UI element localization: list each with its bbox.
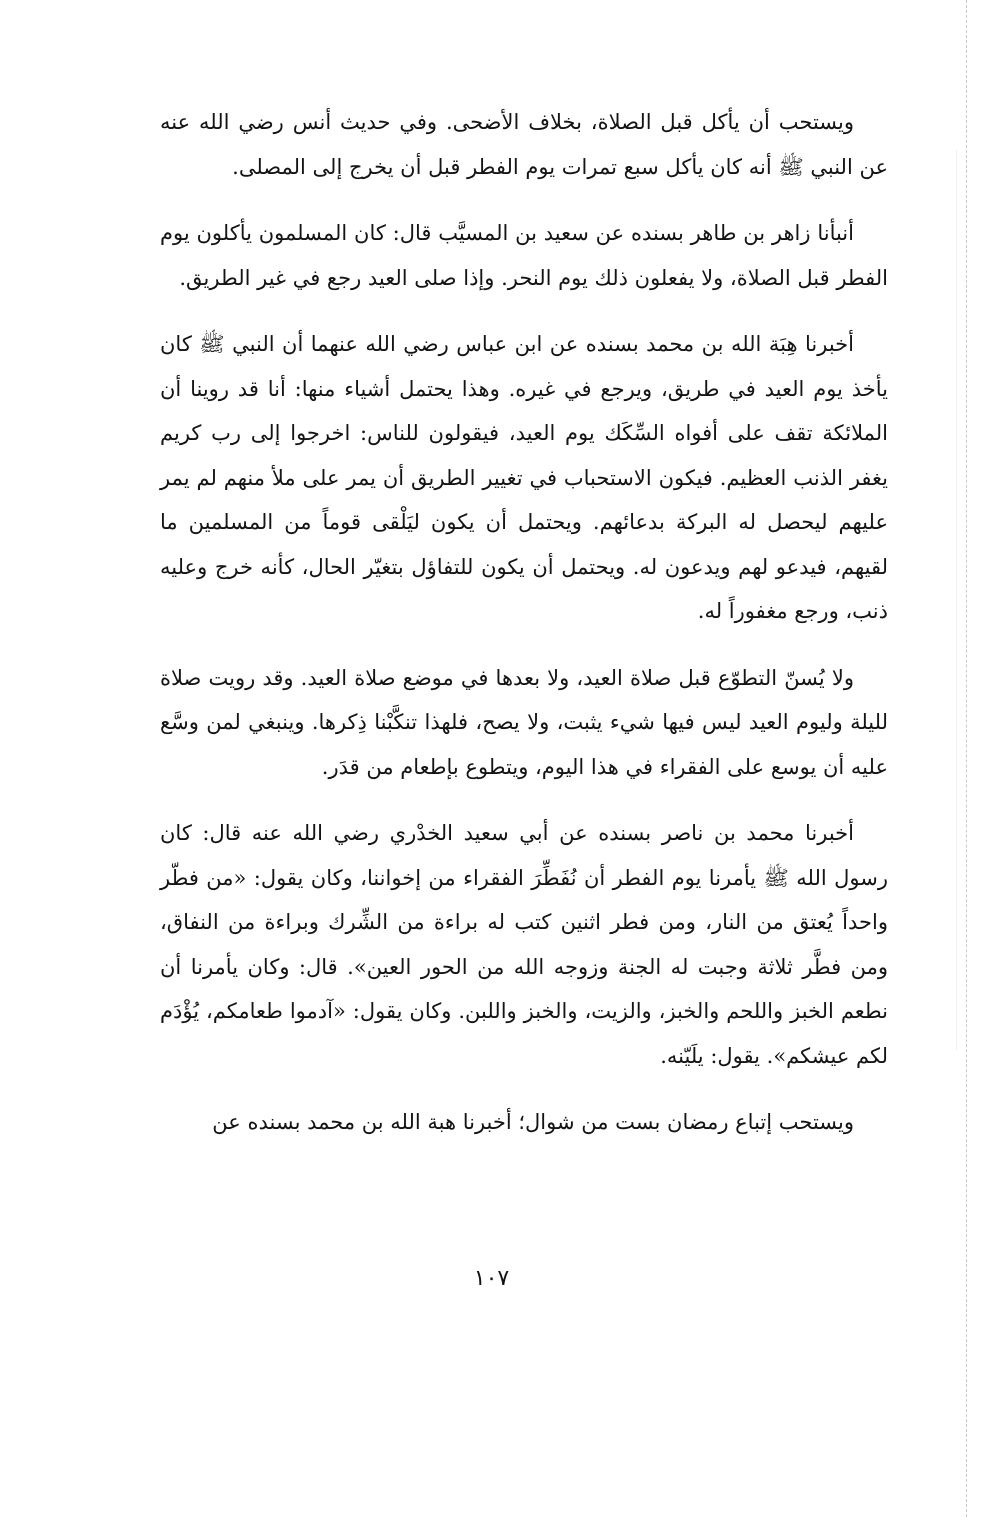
paragraph-2: أنبأنا زاهر بن طاهر بسنده عن سعيد بن المسيَّب قال: كان المسلمون يأكلون يوم الفطر قبل الصلاة، ولا يفعلون ذلك يوم النحر. وإذا صلى العيد رجع في غير الطريق. xyxy=(160,221,888,290)
paragraph-1: ويستحب أن يأكل قبل الصلاة، بخلاف الأضحى. وفي حديث أنس رضي الله عنه عن النبي ﷺ أنه كان يأكل سبع تمرات يوم الفطر قبل أن يخرج إلى المصلى. xyxy=(160,110,888,179)
body-text xyxy=(160,100,888,1145)
paragraph-6: ويستحب إتباع رمضان بست من شوال؛ أخبرنا هبة الله بن محمد بسنده عن xyxy=(212,1110,854,1134)
paragraph-4: ولا يُسنّ التطوّع قبل صلاة العيد، ولا بعدها في موضع صلاة العيد. وقد رويت صلاة لليلة وليوم العيد ليس فيها شيء يثبت، ولا يصح، فلهذا تنكَّبْنا ذِكرها. وينبغي لمن وسَّع عليه أن يوسع على الفقراء في هذا اليوم، ويتطوع بإطعام من قدَر. xyxy=(160,665,888,779)
paragraph-3: أخبرنا هِبَة الله بن محمد بسنده عن ابن عباس رضي الله عنهما أن النبي ﷺ كان يأخذ يوم العيد في طريق، ويرجع في غيره. وهذا يحتمل أشياء منها: أنا قد روينا أن الملائكة تقف على أفواه السِّكَك يوم العيد، فيقولون للناس: اخرجوا إلى رب كريم يغفر الذنب العظيم. فيكون الاستحباب في تغيير الطريق أن يمر على ملأ منهم لم يمر عليهم ليحصل له البركة بدعائهم. ويحتمل أن يكون ليَلْقى قوماً من المسلمين ما لقيهم، فيدعو لهم ويدعون له. ويحتمل أن يكون للتفاؤل بتغيّر الحال، كأنه خرج وعليه ذنب، ورجع مغفوراً له. xyxy=(160,332,888,623)
paragraph-5: أخبرنا محمد بن ناصر بسنده عن أبي سعيد الخدْري رضي الله عنه قال: كان رسول الله ﷺ يأمرنا يوم الفطر أن نُفَطِّرَ الفقراء من إخواننا، وكان يقول: «من فطّر واحداً يُعتق من النار، ومن فطر اثنين كتب له براءة من الشِّرك وبراءة من النفاق، ومن فطَّر ثلاثة وجبت له الجنة وزوجه الله من الحور العين». قال: وكان يأمرنا أن نطعم الخبز واللحم والخبز، والزيت، والخبز واللبن. وكان يقول: «آدموا طعامكم، يُؤْدَم لكم عيشكم». يقول: يلَيّنه. xyxy=(160,821,888,1068)
gutter-shadow xyxy=(956,150,957,1050)
page-number: ١٠٧ xyxy=(473,1266,510,1291)
